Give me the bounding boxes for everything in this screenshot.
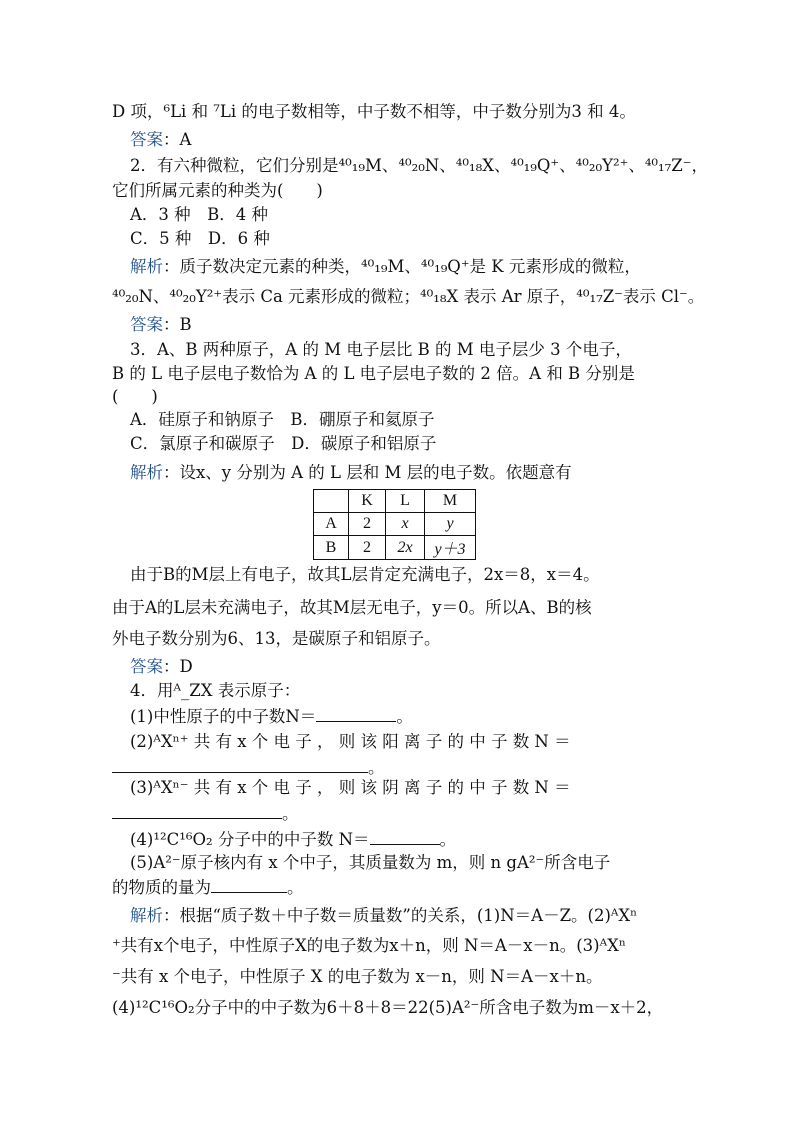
question-4-part-2: (2)ᴬXⁿ⁺ 共 有 x 个 电 子 ， 则 该 阳 离 子 的 中 子 数 N ＝ <box>130 732 571 751</box>
table-row <box>314 513 476 536</box>
electron-shell-table <box>313 489 476 560</box>
question-3-options-ab: A．硅原子和钠原子 B．硼原子和氦原子 <box>130 410 435 429</box>
answer-blank <box>211 876 287 893</box>
answer-label: 答案 <box>130 315 163 334</box>
analysis-label: 解析 <box>130 906 163 925</box>
question-4-part-5-cont <box>112 876 304 899</box>
analysis-line-cont: 外电子数分别为6、13，是碳原子和铝原子。 <box>112 629 441 648</box>
analysis-line-cont: ⁺共有x个电子，中性原子X的电子数为x＋n，则 N＝A－x－n。(3)ᴬXⁿ <box>112 936 626 955</box>
answer-blank <box>112 802 282 819</box>
answer-value: ：A <box>163 130 192 149</box>
analysis-line-cont: ⁴⁰₂₀N、⁴⁰₂₀Y²⁺表示 Ca 元素形成的微粒；⁴⁰₁₈X 表示 Ar 原子，⁴⁰₁₇Z⁻表示 Cl⁻。 <box>112 287 705 306</box>
analysis-text: ：质子数决定元素的种类，⁴⁰₁₉M、⁴⁰₁₉Q⁺是 K 元素形成的微粒， <box>163 257 641 276</box>
question-3-options-cd: C．氯原子和碳原子 D．碳原子和铝原子 <box>130 434 437 453</box>
analysis-label: 解析 <box>130 257 163 276</box>
question-4-part-3: (3)ᴬXⁿ⁻ 共 有 x 个 电 子 ， 则 该 阴 离 子 的 中 子 数 N ＝ <box>130 778 571 797</box>
question-2-stem: 2．有六种微粒，它们分别是⁴⁰₁₉M、⁴⁰₂₀N、⁴⁰₁₈X、⁴⁰₁₉Q⁺、⁴⁰₂₀Y²⁺、⁴⁰₁₇Z⁻， <box>130 156 708 175</box>
answer-line <box>130 129 191 151</box>
answer-blank <box>112 756 368 773</box>
analysis-line <box>130 256 641 278</box>
answer-blank <box>316 705 396 722</box>
table-cell: B <box>314 536 349 560</box>
question-4-stem: 4．用ᴬ_ZX 表示原子： <box>130 681 301 700</box>
answer-line <box>130 314 192 336</box>
analysis-label: 解析 <box>130 463 163 482</box>
part-text: (1)中性原子的中子数N＝ <box>130 707 317 726</box>
question-2-options-cd: C．5 种 D．6 种 <box>130 229 270 248</box>
question-4-part-5: (5)A²⁻原子核内有 x 个中子，其质量数为 m，则 n gA²⁻所含电子 <box>130 853 611 872</box>
analysis-line-cont: 由于A的L层未充满电子，故其M层无电子，y＝0。所以A、B的核 <box>112 598 592 617</box>
question-4-part-1 <box>130 705 413 728</box>
table-row <box>314 536 476 560</box>
answer-value: ：D <box>163 657 193 676</box>
question-4-part-2-blank <box>112 756 385 779</box>
part-text: (4)¹²C¹⁶O₂ 分子中的中子数 N＝ <box>130 830 370 849</box>
answer-blank <box>370 828 440 845</box>
table-row <box>314 490 476 513</box>
question-4-part-4 <box>130 828 456 851</box>
period: 。 <box>287 878 304 897</box>
table-cell: x <box>386 513 425 536</box>
table-cell: y <box>425 513 476 536</box>
question-3-paren: ( ) <box>112 387 158 406</box>
table-cell <box>314 490 349 513</box>
answer-label: 答案 <box>130 657 163 676</box>
table-cell: L <box>386 490 425 513</box>
table-cell: 2 <box>349 513 386 536</box>
text-line: D 项，⁶Li 和 ⁷Li 的电子数相等，中子数不相等，中子数分别为3 和 4。 <box>112 102 636 121</box>
question-2-options-ab: A．3 种 B．4 种 <box>130 205 269 224</box>
answer-line <box>130 656 193 678</box>
question-3-stem-cont: B 的 L 电子层电子数恰为 A 的 L 电子层电子数的 2 倍。A 和 B 分别是 <box>112 364 635 383</box>
analysis-line <box>130 905 637 927</box>
analysis-line-cont: (4)¹²C¹⁶O₂分子中的中子数为6＋8＋8＝22(5)A²⁻所含电子数为m－x＋2， <box>112 998 664 1017</box>
analysis-line-cont: 由于B的M层上有电子，故其L层肯定充满电子，2x＝8，x＝4。 <box>130 565 600 584</box>
period: 。 <box>368 758 385 777</box>
period: 。 <box>282 804 299 823</box>
question-2-stem-cont: 它们所属元素的种类为( ) <box>112 181 323 200</box>
question-4-part-3-blank <box>112 802 299 825</box>
analysis-line <box>130 462 572 484</box>
period: 。 <box>396 707 413 726</box>
answer-value: ：B <box>163 315 192 334</box>
period: 。 <box>439 830 457 849</box>
table-cell: 2 <box>349 536 386 560</box>
analysis-line-cont: ⁻共有 x 个电子，中性原子 X 的电子数为 x－n，则 N＝A－x＋n。 <box>112 967 603 986</box>
answer-label: 答案 <box>130 130 163 149</box>
table-cell: K <box>349 490 386 513</box>
question-3-stem: 3．A、B 两种原子，A 的 M 电子层比 B 的 M 电子层少 3 个电子， <box>130 340 632 359</box>
analysis-text: ：设x、y 分别为 A 的 L 层和 M 层的电子数。依题意有 <box>163 463 572 482</box>
table-cell: y＋3 <box>425 536 476 560</box>
table-cell: 2x <box>386 536 425 560</box>
table-cell: A <box>314 513 349 536</box>
table-cell: M <box>425 490 476 513</box>
analysis-text: ：根据“质子数＋中子数＝质量数”的关系，(1)N＝A－Z。(2)ᴬXⁿ <box>163 906 638 925</box>
part-text: 的物质的量为 <box>112 878 211 897</box>
